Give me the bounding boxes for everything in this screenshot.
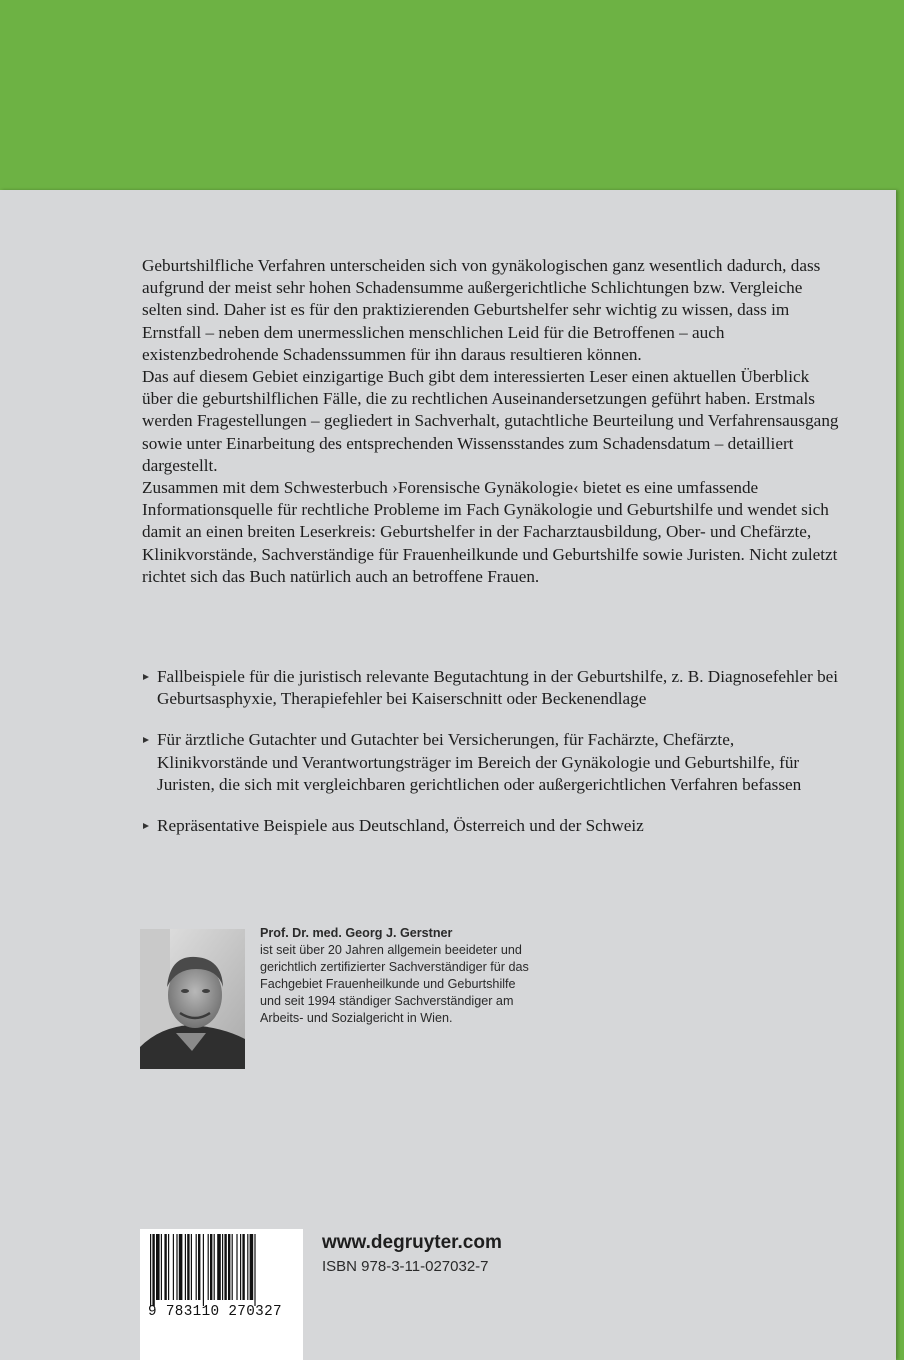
- isbn-number: ISBN 978-3-11-027032-7: [322, 1258, 489, 1275]
- barcode-bar: [217, 1234, 221, 1300]
- barcode-bar: [164, 1234, 166, 1300]
- barcode-bar: [191, 1234, 192, 1300]
- list-item: [142, 815, 842, 837]
- blurb-paragraph: Das auf diesem Gebiet einzigartige Buch gibt dem interessierten Leser einen aktuellen Überblick über die geburtshilflichen Fälle, die zu rechtlichen Auseinandersetzungen geführt haben. Erstmals werden Fragestellungen – gegliedert in Sachverhalt, gutachtliche Beurteilung und Verfahrensausgang sowie unter Einarbeitung des entsprechenden Wissensstandes zum Schadensdatum – detailliert dargestellt.: [142, 367, 839, 475]
- isbn-barcode: [140, 1229, 303, 1360]
- barcode-bar: [179, 1234, 183, 1300]
- list-item-text: Repräsentative Beispiele aus Deutschland, Österreich und der Schweiz: [157, 816, 644, 836]
- list-item-text: Fallbeispiele für die juristisch relevante Begutachtung in der Geburtshilfe, z. B. Diagnosefehler bei Geburtsasphyxie, Therapiefehler bei Kaiserschnitt oder Beckenendlage: [157, 667, 839, 709]
- barcode-bar: [224, 1234, 226, 1300]
- barcode-bar: [240, 1234, 241, 1300]
- barcode-bar: [236, 1234, 237, 1300]
- barcode-bar: [152, 1234, 154, 1306]
- list-item-text: Für ärztliche Gutachter und Gutachter bei Versicherungen, für Fachärzte, Chefärzte, Klinikvorstände und Verantwortungsträger im Bereich der Gynäkologie und Geburtshilfe, für Juristen, die sich mit vergleichbaren gerichtlichen oder außergerichtlichen Verfahren befassen: [157, 730, 802, 794]
- blurb-paragraph: Geburtshilfliche Verfahren unterscheiden sich von gynäkologischen ganz wesentlich dadurch, dass aufgrund der meist sehr hohen Schadensumme außergerichtliche Schlichtungen bzw. Vergleiche selten sind. Daher ist es für den praktizierenden Geburtshelfer sehr wichtig zu wissen, dass im Ernstfall – neben dem unermesslichen menschlichen Leid für die Betroffenen – auch existenzbedrohende Schadenssummen für ihn daraus resultieren können.: [142, 256, 821, 364]
- barcode-digits: 9 783110 270327: [148, 1304, 282, 1320]
- barcode-bar: [187, 1234, 189, 1300]
- green-header-band: [0, 0, 904, 190]
- barcode-bar: [173, 1234, 174, 1300]
- barcode-bar: [232, 1234, 233, 1300]
- list-item: [142, 666, 842, 710]
- barcode-bar: [242, 1234, 244, 1300]
- barcode-bar: [150, 1234, 151, 1306]
- barcode-bar: [250, 1234, 254, 1300]
- barcode-bar: [254, 1234, 255, 1306]
- blurb-text: [142, 255, 842, 588]
- author-bio: [260, 925, 530, 1027]
- barcode-bar: [208, 1234, 209, 1300]
- author-name: Prof. Dr. med. Georg J. Gerstner: [260, 926, 453, 940]
- barcode-bar: [185, 1234, 186, 1300]
- triangle-bullet-icon: [143, 674, 149, 680]
- barcode-bar: [247, 1234, 248, 1300]
- barcode-bar: [156, 1234, 160, 1300]
- barcode-bar: [168, 1234, 169, 1300]
- barcode-bar: [161, 1234, 162, 1300]
- barcode-bars: [148, 1234, 295, 1306]
- barcode-bar: [214, 1234, 215, 1300]
- barcode-bar: [196, 1234, 197, 1300]
- list-item: [142, 729, 842, 796]
- barcode-bar: [210, 1234, 212, 1300]
- triangle-bullet-icon: [143, 823, 149, 829]
- barcode-bar: [176, 1234, 177, 1300]
- barcode-bar: [222, 1234, 223, 1300]
- barcode-bar: [198, 1234, 200, 1300]
- blurb-paragraph: Zusammen mit dem Schwesterbuch ›Forensische Gynäkologie‹ bietet es eine umfassende Informationsquelle für rechtliche Probleme im Fach Gynäkologie und Geburtshilfe und wendet sich damit an einen breiten Leserkreis: Geburtshelfer in der Facharztausbildung, Ober- und Chefärzte, Klinikvorstände, Sachverständige für Frauenheilkunde und Geburtshilfe sowie Juristen. Nicht zuletzt richtet sich das Buch natürlich auch an betroffene Frauen.: [142, 478, 838, 586]
- feature-list: [142, 666, 842, 856]
- author-bio-text: ist seit über 20 Jahren allgemein beeideter und gerichtlich zertifizierter Sachverständiger für das Fachgebiet Frauenheilkunde und Geburtshilfe und seit 1994 ständiger Sachverständiger am Arbeits- und Sozialgericht in Wien.: [260, 943, 529, 1025]
- publisher-website[interactable]: www.degruyter.com: [322, 1232, 502, 1253]
- triangle-bullet-icon: [143, 737, 149, 743]
- barcode-bar: [203, 1234, 204, 1306]
- barcode-bar: [228, 1234, 230, 1300]
- author-photo: [140, 929, 245, 1069]
